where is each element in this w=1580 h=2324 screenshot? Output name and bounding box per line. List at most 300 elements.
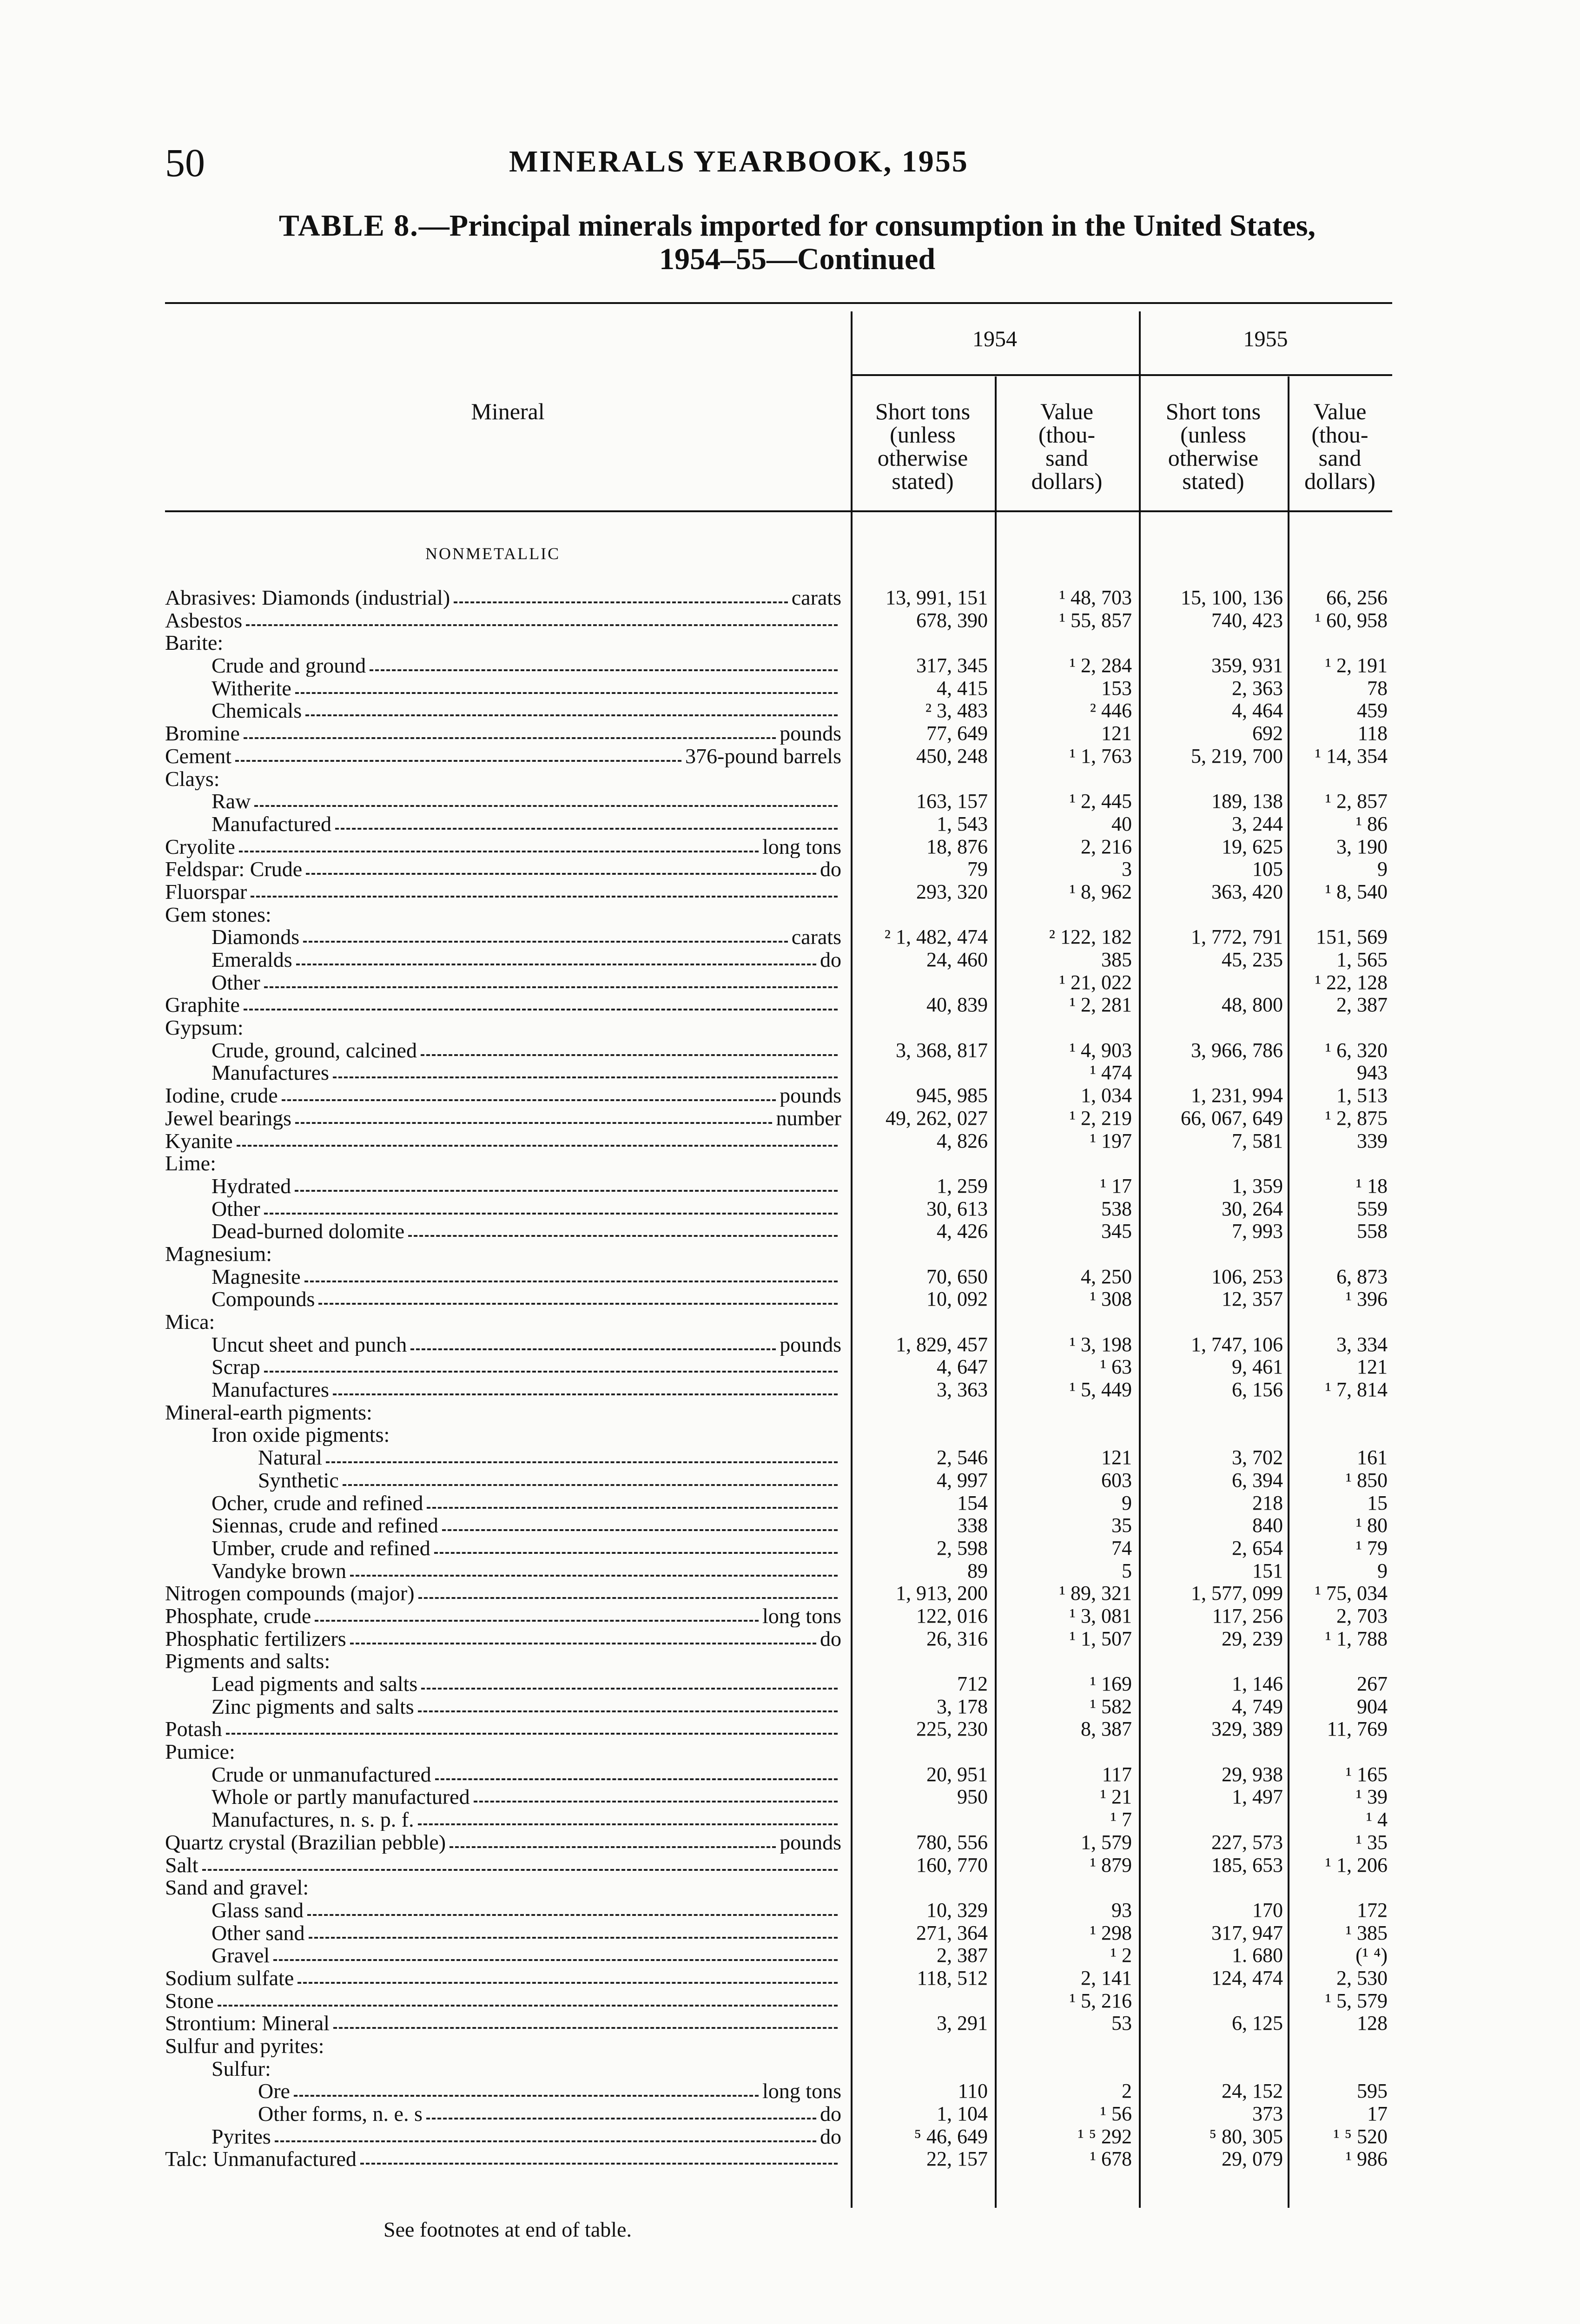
mineral-name xyxy=(165,1628,841,1650)
mineral-name xyxy=(212,1514,841,1537)
short-tons-1954-cell: 1, 543 xyxy=(937,812,988,835)
leader-dots xyxy=(427,1492,838,1509)
value-1954-cell: ¹ 308 xyxy=(1090,1287,1132,1311)
short-tons-header-1955: Short tons (unless otherwise stated) xyxy=(1165,398,1261,494)
short-tons-1955-cell: 692 xyxy=(1252,722,1283,745)
value-1955-cell: 559 xyxy=(1357,1197,1388,1220)
table-row xyxy=(165,1492,1392,1515)
value-1954-cell: ¹ 298 xyxy=(1090,1921,1132,1944)
mineral-label: Gem stones: xyxy=(165,903,271,926)
short-tons-1954-cell: 4, 415 xyxy=(937,676,988,700)
mineral-label: Manufactures xyxy=(212,1379,329,1401)
table-row xyxy=(165,1696,1392,1718)
short-tons-1954-cell: 950 xyxy=(957,1785,988,1809)
leader-dots xyxy=(442,1514,838,1531)
table-row xyxy=(165,1379,1392,1401)
mineral-label: Sulfur: xyxy=(212,2057,271,2080)
short-tons-1955-cell: 5, 219, 700 xyxy=(1191,744,1283,767)
leader-dots xyxy=(297,1967,838,1984)
short-tons-1954-cell: 163, 157 xyxy=(916,790,988,813)
short-tons-1955-cell: 2, 654 xyxy=(1232,1536,1283,1559)
mineral-label: Umber, crude and refined xyxy=(212,1537,430,1559)
leader-dots xyxy=(333,1379,838,1395)
table-row xyxy=(165,745,1392,768)
short-tons-1955-cell: 1, 577, 099 xyxy=(1191,1582,1283,1605)
value-1955-cell: ¹ 165 xyxy=(1345,1763,1388,1786)
value-1955-cell: ¹ 2, 191 xyxy=(1325,654,1388,677)
short-tons-1955-cell: 1, 146 xyxy=(1232,1672,1283,1695)
value-1954-cell: ¹ 48, 703 xyxy=(1059,586,1132,609)
short-tons-1954-cell: 10, 092 xyxy=(926,1287,988,1311)
table-row xyxy=(165,1741,1392,1763)
leader-dots xyxy=(244,994,838,1010)
mineral-label: Glass sand xyxy=(212,1899,304,1921)
short-tons-1954-cell: 24, 460 xyxy=(926,948,988,971)
leader-dots xyxy=(303,926,788,943)
mineral-name xyxy=(165,1876,841,1899)
value-1955-cell: ¹ 1, 206 xyxy=(1325,1853,1388,1876)
short-tons-1954-cell: 2, 546 xyxy=(937,1446,988,1469)
short-tons-1954-cell: 1, 829, 457 xyxy=(896,1333,988,1356)
short-tons-1954-cell: 1, 913, 200 xyxy=(896,1582,988,1605)
mineral-name xyxy=(212,971,841,994)
short-tons-1955-cell: 3, 966, 786 xyxy=(1191,1038,1283,1062)
table-row xyxy=(165,1152,1392,1175)
leader-dots xyxy=(307,1899,838,1916)
short-tons-1954-cell: 3, 291 xyxy=(937,2012,988,2035)
value-1954-cell: ¹ 678 xyxy=(1090,2147,1132,2171)
leader-dots xyxy=(474,1786,838,1802)
short-tons-1954-cell: 79 xyxy=(967,858,988,881)
value-1954-cell: ¹ 2, 284 xyxy=(1069,654,1132,677)
mineral-label: Synthetic xyxy=(258,1469,339,1492)
leader-dots xyxy=(295,1175,838,1192)
mineral-label: Uncut sheet and punch xyxy=(212,1333,407,1356)
leader-dots xyxy=(264,1356,838,1373)
value-1954-cell: 538 xyxy=(1101,1197,1132,1220)
unit-label: do xyxy=(820,2103,841,2126)
value-1955-cell: 15 xyxy=(1367,1491,1388,1514)
short-tons-1955-cell: 15, 100, 136 xyxy=(1181,586,1283,609)
short-tons-1954-cell: 712 xyxy=(957,1672,988,1695)
value-1954-cell: 117 xyxy=(1102,1763,1132,1786)
leader-dots xyxy=(418,1696,838,1712)
mineral-name xyxy=(165,1084,841,1107)
value-1954-cell: ¹ 17 xyxy=(1100,1174,1132,1197)
mineral-name xyxy=(212,2126,841,2148)
unit-label: pounds xyxy=(780,722,841,745)
year-rule xyxy=(851,374,1392,376)
value-1955-cell: 595 xyxy=(1357,2080,1388,2103)
mineral-label: Iodine, crude xyxy=(165,1084,278,1107)
value-1954-cell: ¹ 56 xyxy=(1100,2102,1132,2126)
short-tons-1954-cell: 678, 390 xyxy=(916,608,988,632)
mineral-name xyxy=(165,768,841,790)
table-body xyxy=(165,587,1392,2171)
table-row xyxy=(165,1537,1392,1560)
short-tons-1954-cell: 4, 997 xyxy=(937,1468,988,1492)
mineral-label: Siennas, crude and refined xyxy=(212,1514,438,1537)
value-1954-cell: 153 xyxy=(1101,676,1132,700)
short-tons-1955-cell: 19, 625 xyxy=(1222,835,1283,858)
table-row xyxy=(165,1220,1392,1243)
value-1955-cell: 9 xyxy=(1377,858,1388,881)
short-tons-1955-cell: 6, 125 xyxy=(1232,2012,1283,2035)
value-1955-cell: ¹ 4 xyxy=(1366,1808,1388,1831)
short-tons-1955-cell: 4, 464 xyxy=(1232,699,1283,722)
mineral-name xyxy=(212,2058,841,2080)
mineral-name xyxy=(212,1899,841,1921)
table-row xyxy=(165,654,1392,677)
mineral-label: Clays: xyxy=(165,767,220,790)
mineral-label: Potash xyxy=(165,1718,222,1741)
mineral-label: Jewel bearings xyxy=(165,1107,292,1129)
value-1955-cell: ¹ 75, 034 xyxy=(1315,1582,1388,1605)
unit-label: long tons xyxy=(762,2080,841,2103)
value-1954-cell: ¹ 8, 962 xyxy=(1069,880,1132,903)
value-1954-cell: ¹ 2, 445 xyxy=(1069,790,1132,813)
table-row xyxy=(165,881,1392,904)
value-1955-cell: ¹ 396 xyxy=(1345,1287,1388,1311)
table-row xyxy=(165,994,1392,1017)
leader-dots xyxy=(421,1673,838,1690)
mineral-label: Other sand xyxy=(212,1921,305,1944)
mineral-name xyxy=(165,632,841,654)
value-1954-cell: ¹ 582 xyxy=(1090,1695,1132,1718)
mineral-name xyxy=(165,1650,841,1672)
value-1954-cell: 9 xyxy=(1122,1491,1132,1514)
table-row xyxy=(165,2103,1392,2126)
mineral-label: Lime: xyxy=(165,1152,216,1175)
mineral-label: Barite: xyxy=(165,632,224,654)
mineral-name xyxy=(165,1017,841,1039)
value-1955-cell: 3, 334 xyxy=(1336,1333,1388,1356)
short-tons-1954-cell: 110 xyxy=(958,2080,988,2103)
leader-dots xyxy=(282,1084,776,1101)
value-1955-cell: ¹ 7, 814 xyxy=(1325,1378,1388,1401)
table-row xyxy=(165,1514,1392,1537)
mineral-name xyxy=(165,1831,841,1854)
unit-label: do xyxy=(820,2125,841,2148)
leader-dots xyxy=(295,1107,772,1124)
short-tons-1955-cell: 170 xyxy=(1252,1898,1283,1921)
value-1955-cell: ¹ 5, 579 xyxy=(1325,1989,1388,2012)
short-tons-1955-cell: 66, 067, 649 xyxy=(1181,1106,1283,1129)
short-tons-1955-cell: 218 xyxy=(1252,1491,1283,1514)
table-row xyxy=(165,1401,1392,1424)
mineral-label: Vandyke brown xyxy=(212,1559,346,1582)
value-1955-cell: ¹ 39 xyxy=(1355,1785,1388,1809)
value-1955-cell: 118 xyxy=(1357,722,1388,745)
table-row xyxy=(165,1311,1392,1334)
unit-label: carats xyxy=(791,926,841,949)
mineral-label: Pigments and salts: xyxy=(165,1650,331,1673)
value-1954-cell: ¹ 3, 198 xyxy=(1069,1333,1132,1356)
table-row xyxy=(165,1062,1392,1084)
mineral-name xyxy=(165,1854,841,1876)
value-1954-cell: ¹ 169 xyxy=(1090,1672,1132,1695)
leader-dots xyxy=(309,1922,838,1939)
value-1955-cell: ¹ 60, 958 xyxy=(1315,608,1388,632)
mineral-label: Zinc pigments and salts xyxy=(212,1695,414,1718)
value-1954-cell: 1, 034 xyxy=(1081,1084,1132,1107)
leader-dots xyxy=(239,836,759,852)
mineral-label: Mica: xyxy=(165,1311,215,1333)
value-1954-cell: 121 xyxy=(1101,722,1132,745)
short-tons-1955-cell: 117, 256 xyxy=(1212,1604,1283,1627)
value-1954-cell: 2 xyxy=(1122,2080,1132,2103)
short-tons-1954-cell: 4, 647 xyxy=(937,1355,988,1379)
short-tons-1954-cell: 2, 387 xyxy=(937,1944,988,1967)
unit-label: do xyxy=(820,1627,841,1650)
short-tons-1954-cell: 225, 230 xyxy=(916,1717,988,1741)
mineral-label: Manufactures, n. s. p. f. xyxy=(212,1809,414,1831)
mineral-label: Salt xyxy=(165,1854,198,1876)
mineral-name xyxy=(165,1311,841,1333)
value-1954-cell: 53 xyxy=(1111,2012,1132,2035)
mineral-name xyxy=(212,677,841,700)
short-tons-1954-cell: 89 xyxy=(967,1559,988,1582)
mineral-name xyxy=(212,813,841,835)
value-1955-cell: 121 xyxy=(1357,1355,1388,1379)
short-tons-1955-cell: 185, 653 xyxy=(1211,1853,1283,1876)
value-1954-cell: ¹ 1, 507 xyxy=(1069,1627,1132,1650)
leader-dots xyxy=(273,1944,838,1961)
mineral-name xyxy=(212,1944,841,1967)
leader-dots xyxy=(454,587,788,603)
mineral-label: Asbestos xyxy=(165,609,243,632)
leader-dots xyxy=(418,1809,838,1825)
value-1955-cell: ¹ ⁵ 520 xyxy=(1333,2125,1388,2148)
unit-label: pounds xyxy=(780,1333,841,1356)
value-1954-cell: ¹ ⁵ 292 xyxy=(1078,2125,1132,2148)
short-tons-1954-cell: 22, 157 xyxy=(926,2147,988,2171)
value-1954-cell: ¹ 5, 216 xyxy=(1069,1989,1132,2012)
value-1954-cell: 4, 250 xyxy=(1081,1265,1132,1288)
table-row xyxy=(165,609,1392,632)
short-tons-1954-cell: 49, 262, 027 xyxy=(886,1106,988,1129)
value-1954-cell: 2, 216 xyxy=(1081,835,1132,858)
table-row xyxy=(165,677,1392,700)
value-1955-cell: 9 xyxy=(1377,1559,1388,1582)
leader-dots xyxy=(333,1062,838,1078)
mineral-label: Crude and ground xyxy=(212,654,366,677)
table-row xyxy=(165,632,1392,654)
table-row xyxy=(165,1899,1392,1922)
mineral-label: Whole or partly manufactured xyxy=(212,1786,470,1809)
value-1955-cell: ¹ 80 xyxy=(1355,1514,1388,1537)
table-row xyxy=(165,1107,1392,1130)
short-tons-1955-cell: 29, 079 xyxy=(1222,2147,1283,2171)
short-tons-1955-cell: 30, 264 xyxy=(1222,1197,1283,1220)
value-1954-cell: ¹ 2, 219 xyxy=(1069,1106,1132,1129)
mineral-label: Sand and gravel: xyxy=(165,1876,309,1899)
leader-dots xyxy=(410,1334,776,1350)
leader-dots xyxy=(237,1130,838,1147)
short-tons-1954-cell: 4, 426 xyxy=(937,1220,988,1243)
value-1954-cell: 74 xyxy=(1111,1536,1132,1559)
short-tons-1954-cell: ⁵ 46, 649 xyxy=(914,2125,988,2148)
mineral-name xyxy=(165,836,841,858)
value-1955-cell: ¹ 2, 875 xyxy=(1325,1106,1388,1129)
mineral-label: Abrasives: Diamonds (industrial) xyxy=(165,587,450,609)
mineral-label: Nitrogen compounds (major) xyxy=(165,1582,415,1605)
table-title xyxy=(165,209,1429,276)
short-tons-1955-cell: 3, 702 xyxy=(1232,1446,1283,1469)
mineral-label: Magnesium: xyxy=(165,1242,272,1265)
mineral-label: Bromine xyxy=(165,722,240,745)
unit-label: 376-pound barrels xyxy=(685,745,841,767)
mineral-label: Emeralds xyxy=(212,949,292,971)
short-tons-1954-cell: 20, 951 xyxy=(926,1763,988,1786)
leader-dots xyxy=(275,2126,816,2142)
table-row xyxy=(165,813,1392,836)
value-1955-cell: ¹ 18 xyxy=(1355,1174,1388,1197)
mineral-name xyxy=(212,1922,841,1944)
value-1955-cell: 2, 530 xyxy=(1336,1966,1388,1989)
mineral-name xyxy=(212,1288,841,1310)
short-tons-1955-cell: 363, 420 xyxy=(1211,880,1283,903)
short-tons-1955-cell: 317, 947 xyxy=(1211,1921,1283,1944)
mineral-label: Graphite xyxy=(165,994,240,1017)
table-row xyxy=(165,2035,1392,2058)
mineral-label: Kyanite xyxy=(165,1129,233,1152)
mineral-label: Sulfur and pyrites: xyxy=(165,2035,324,2057)
table-row xyxy=(165,1922,1392,1945)
short-tons-1954-cell: 122, 016 xyxy=(916,1604,988,1627)
leader-dots xyxy=(218,1990,838,2007)
value-1954-cell: ¹ 1, 763 xyxy=(1069,744,1132,767)
mineral-name xyxy=(165,1152,841,1175)
mineral-label: Manufactured xyxy=(212,812,331,835)
mineral-name xyxy=(212,1198,841,1220)
header-bottom-rule xyxy=(165,510,1392,512)
mineral-name xyxy=(165,881,841,903)
short-tons-1955-cell: 1. 680 xyxy=(1232,1944,1283,1967)
mineral-name xyxy=(212,1220,841,1242)
leader-dots xyxy=(434,1537,838,1554)
mineral-name xyxy=(212,1334,841,1356)
value-1954-cell: ¹ 879 xyxy=(1090,1853,1132,1876)
table-row xyxy=(165,1605,1392,1628)
value-1954-cell: 8, 387 xyxy=(1081,1717,1132,1741)
mineral-name xyxy=(212,1424,841,1446)
short-tons-1954-cell: 1, 104 xyxy=(937,2102,988,2126)
leader-dots xyxy=(333,2012,838,2029)
mineral-name xyxy=(165,994,841,1016)
table-row xyxy=(165,1356,1392,1379)
value-1955-cell: 66, 256 xyxy=(1326,586,1388,609)
mineral-label: Pyrites xyxy=(212,2125,271,2148)
table-row xyxy=(165,768,1392,791)
table-row xyxy=(165,904,1392,926)
short-tons-1955-cell: 6, 156 xyxy=(1232,1378,1283,1401)
table-row xyxy=(165,2148,1392,2171)
table-row xyxy=(165,1582,1392,1605)
value-1955-cell: 11, 769 xyxy=(1327,1717,1388,1741)
value-1955-cell: 267 xyxy=(1357,1672,1388,1695)
running-head: MINERALS YEARBOOK, 1955 xyxy=(509,145,969,178)
leader-dots xyxy=(296,949,816,965)
value-1955-cell: ¹ 8, 540 xyxy=(1325,880,1388,903)
mineral-label: Magnesite xyxy=(212,1265,301,1288)
short-tons-1954-cell: 271, 364 xyxy=(916,1921,988,1944)
leader-dots xyxy=(408,1220,838,1237)
table-row xyxy=(165,1084,1392,1107)
value-1954-cell: ¹ 7 xyxy=(1110,1808,1132,1831)
short-tons-1955-cell: 9, 461 xyxy=(1232,1355,1283,1379)
mineral-name xyxy=(212,1537,841,1559)
table-row xyxy=(165,1198,1392,1221)
mineral-name xyxy=(165,1605,841,1627)
leader-dots xyxy=(350,1560,838,1577)
mineral-label: Lead pigments and salts xyxy=(212,1673,418,1695)
value-1955-cell: ¹ 6, 320 xyxy=(1325,1038,1388,1062)
leader-dots xyxy=(244,722,776,739)
short-tons-1955-cell: 1, 747, 106 xyxy=(1191,1333,1283,1356)
table-row xyxy=(165,2058,1392,2080)
leader-dots xyxy=(426,2103,816,2119)
short-tons-1954-cell: 26, 316 xyxy=(926,1627,988,1650)
year-1955-header: 1955 xyxy=(1243,327,1288,351)
short-tons-1954-cell: 3, 368, 817 xyxy=(896,1038,988,1062)
value-1954-cell: ¹ 21 xyxy=(1100,1785,1132,1809)
leader-dots xyxy=(306,858,816,875)
mineral-name xyxy=(165,2035,841,2057)
table-top-rule xyxy=(165,302,1392,304)
value-1955-cell: ¹ 986 xyxy=(1345,2147,1388,2171)
table-row xyxy=(165,1650,1392,1673)
table-row xyxy=(165,2012,1392,2035)
short-tons-1955-cell: 373 xyxy=(1252,2102,1283,2126)
short-tons-1954-cell: 77, 649 xyxy=(926,722,988,745)
value-1955-cell: 17 xyxy=(1367,2102,1388,2126)
mineral-name xyxy=(165,1967,841,1989)
value-1954-cell: ¹ 55, 857 xyxy=(1059,608,1132,632)
mineral-label: Ore xyxy=(258,2080,290,2103)
mineral-name xyxy=(212,1673,841,1695)
value-1955-cell: 558 xyxy=(1357,1220,1388,1243)
short-tons-1954-cell: 945, 985 xyxy=(916,1084,988,1107)
value-1955-cell: ¹ 22, 128 xyxy=(1315,971,1388,994)
short-tons-1954-cell: 780, 556 xyxy=(916,1830,988,1854)
table-row xyxy=(165,1809,1392,1831)
value-1954-cell: ¹ 4, 903 xyxy=(1069,1038,1132,1062)
table-row xyxy=(165,1469,1392,1492)
mineral-label: Strontium: Mineral xyxy=(165,2012,330,2035)
short-tons-1955-cell: 12, 357 xyxy=(1222,1287,1283,1311)
mineral-name xyxy=(165,1130,841,1152)
short-tons-1955-cell: 840 xyxy=(1252,1514,1283,1537)
mineral-label: Pumice: xyxy=(165,1741,235,1763)
table-row xyxy=(165,1673,1392,1696)
short-tons-1954-cell: 338 xyxy=(957,1514,988,1537)
mineral-name xyxy=(212,1356,841,1378)
leader-dots xyxy=(251,881,838,898)
leader-dots xyxy=(335,813,838,830)
mineral-name xyxy=(165,858,841,880)
value-1954-cell: ¹ 3, 081 xyxy=(1069,1604,1132,1627)
mineral-label: Crude, ground, calcined xyxy=(212,1039,417,1062)
short-tons-1955-cell: ⁵ 80, 305 xyxy=(1209,2125,1283,2148)
short-tons-1954-cell: 3, 178 xyxy=(937,1695,988,1718)
unit-label: long tons xyxy=(762,1604,841,1627)
short-tons-1955-cell: 1, 497 xyxy=(1232,1785,1283,1809)
mineral-label: Fluorspar xyxy=(165,880,247,903)
unit-label: long tons xyxy=(762,835,841,858)
table-row xyxy=(165,971,1392,994)
value-1955-cell: ¹ 2, 857 xyxy=(1325,790,1388,813)
